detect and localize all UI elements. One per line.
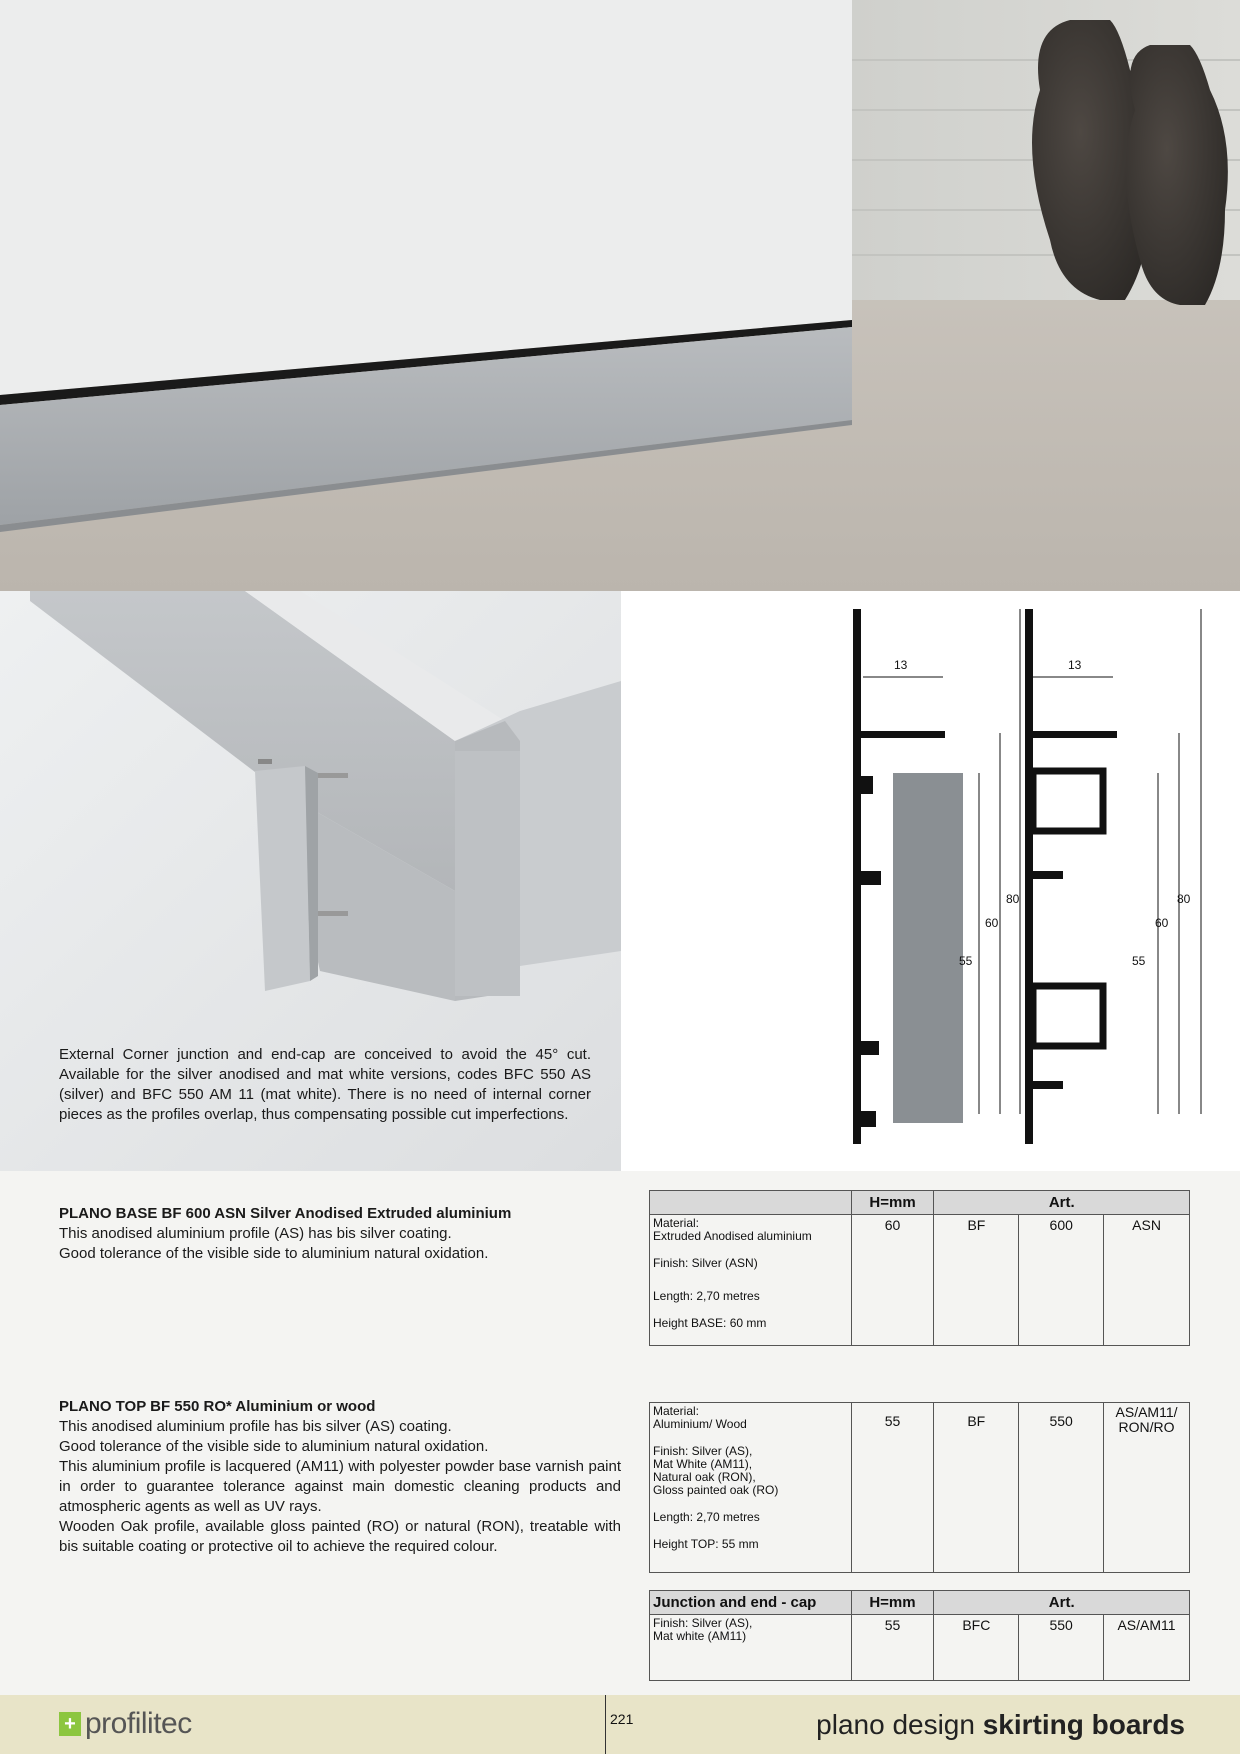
spec-material-cell [650, 1215, 852, 1346]
series-title-bold: skirting boards [982, 1709, 1185, 1740]
height-value: 60 [851, 1215, 934, 1346]
material-text: Material: Aluminium/ Wood [653, 1404, 747, 1431]
header-junction-label: Junction and end - cap [650, 1591, 852, 1615]
page-number: 221 [605, 1695, 633, 1754]
profile-section-svg [621, 591, 1240, 1171]
hero-photo [0, 0, 1240, 591]
logo-plus-icon: + [59, 1712, 81, 1736]
spec-table-header [650, 1191, 1190, 1215]
header-height: H=mm [851, 1191, 934, 1215]
article-code-2: 550 [1019, 1615, 1104, 1681]
header-article: Art. [934, 1591, 1190, 1615]
product-top-line: Wooden Oak profile, available gloss painted (RO) or natural (RON), treatable with bis suitable coating or protective oil to achieve the required colour. [59, 1518, 621, 1555]
article-code-1: BF [934, 1403, 1019, 1573]
height-value: 55 [851, 1403, 934, 1573]
article-code-2: 600 [1019, 1215, 1104, 1346]
article-code-3: ASN [1104, 1215, 1190, 1346]
height-value: 55 [851, 1615, 934, 1681]
product-top-line: This anodised aluminium profile has bis silver (AS) coating. [59, 1418, 452, 1435]
spec-row [650, 1615, 1190, 1681]
height-text: Height TOP: 55 mm [653, 1537, 759, 1551]
product-top-description [59, 1397, 621, 1557]
series-title-light: plano design [816, 1709, 983, 1740]
dim-60-right: 60 [1155, 916, 1169, 930]
spec-table-junction [649, 1590, 1190, 1681]
product-base-line: Good tolerance of the visible side to aluminium natural oxidation. [59, 1245, 489, 1262]
height-text: Height BASE: 60 mm [653, 1316, 767, 1330]
article-code-3: AS/AM11 [1104, 1615, 1190, 1681]
hero-photo-illustration [0, 0, 1240, 591]
corner-junction-photo [0, 591, 621, 1171]
dim-55-left: 55 [959, 954, 973, 968]
spec-material-cell [650, 1403, 852, 1573]
header-blank [650, 1191, 852, 1215]
series-title [816, 1709, 1185, 1741]
dim-width-left: 13 [894, 658, 908, 672]
dim-60-left: 60 [985, 916, 999, 930]
product-top-title: PLANO TOP BF 550 RO* Aluminium or wood [59, 1398, 376, 1415]
wood-insert-shape [893, 773, 963, 1123]
material-text: Material: Extruded Anodised aluminium [653, 1216, 812, 1243]
product-top-line: Good tolerance of the visible side to aluminium natural oxidation. [59, 1438, 489, 1455]
spec-row [650, 1215, 1190, 1346]
spec-table-top [649, 1402, 1190, 1573]
dim-80-left: 80 [1006, 892, 1020, 906]
product-top-line: This aluminium profile is lacquered (AM11) with polyester powder base varnish paint in order to guarantee tolerance against main domestic cleaning products and atmospheric agents as well as UV rays. [59, 1458, 621, 1515]
dim-55-right: 55 [1132, 954, 1146, 968]
logo-wordmark: profilitec [85, 1707, 192, 1740]
article-code-2: 550 [1019, 1403, 1104, 1573]
article-code-1: BFC [934, 1615, 1019, 1681]
corner-caption: External Corner junction and end-cap are conceived to avoid the 45° cut. Available for the silver anodised and mat white versions, codes BFC 550 AS (silver) and BFC 550 AM 11 (mat white). There is no need of internal corner pieces as the profiles overlap, thus compensating possible cut imperfections. [59, 1046, 591, 1123]
product-base-title: PLANO BASE BF 600 ASN Silver Anodised Extruded aluminium [59, 1205, 512, 1222]
header-height: H=mm [851, 1591, 934, 1615]
article-code-3: AS/AM11/ RON/RO [1104, 1403, 1190, 1573]
length-text: Length: 2,70 metres [653, 1510, 760, 1524]
page-footer [0, 1695, 1240, 1754]
profile-technical-drawing [621, 591, 1240, 1171]
finish-text: Finish: Silver (ASN) [653, 1256, 758, 1270]
product-base-description [59, 1204, 599, 1264]
dim-width-right: 13 [1068, 658, 1082, 672]
finish-text: Finish: Silver (AS), Mat White (AM11), Natural oak (RON), Gloss painted oak (RO) [653, 1444, 779, 1497]
dim-80-right: 80 [1177, 892, 1191, 906]
product-base-line: This anodised aluminium profile (AS) has bis silver coating. [59, 1225, 452, 1242]
spec-table-base [649, 1190, 1190, 1346]
spec-table-header [650, 1591, 1190, 1615]
header-article: Art. [934, 1191, 1190, 1215]
article-code-1: BF [934, 1215, 1019, 1346]
length-text: Length: 2,70 metres [653, 1289, 760, 1303]
spec-row [650, 1403, 1190, 1573]
finish-text: Finish: Silver (AS), Mat white (AM11) [650, 1615, 852, 1681]
brand-logo [59, 1707, 192, 1741]
